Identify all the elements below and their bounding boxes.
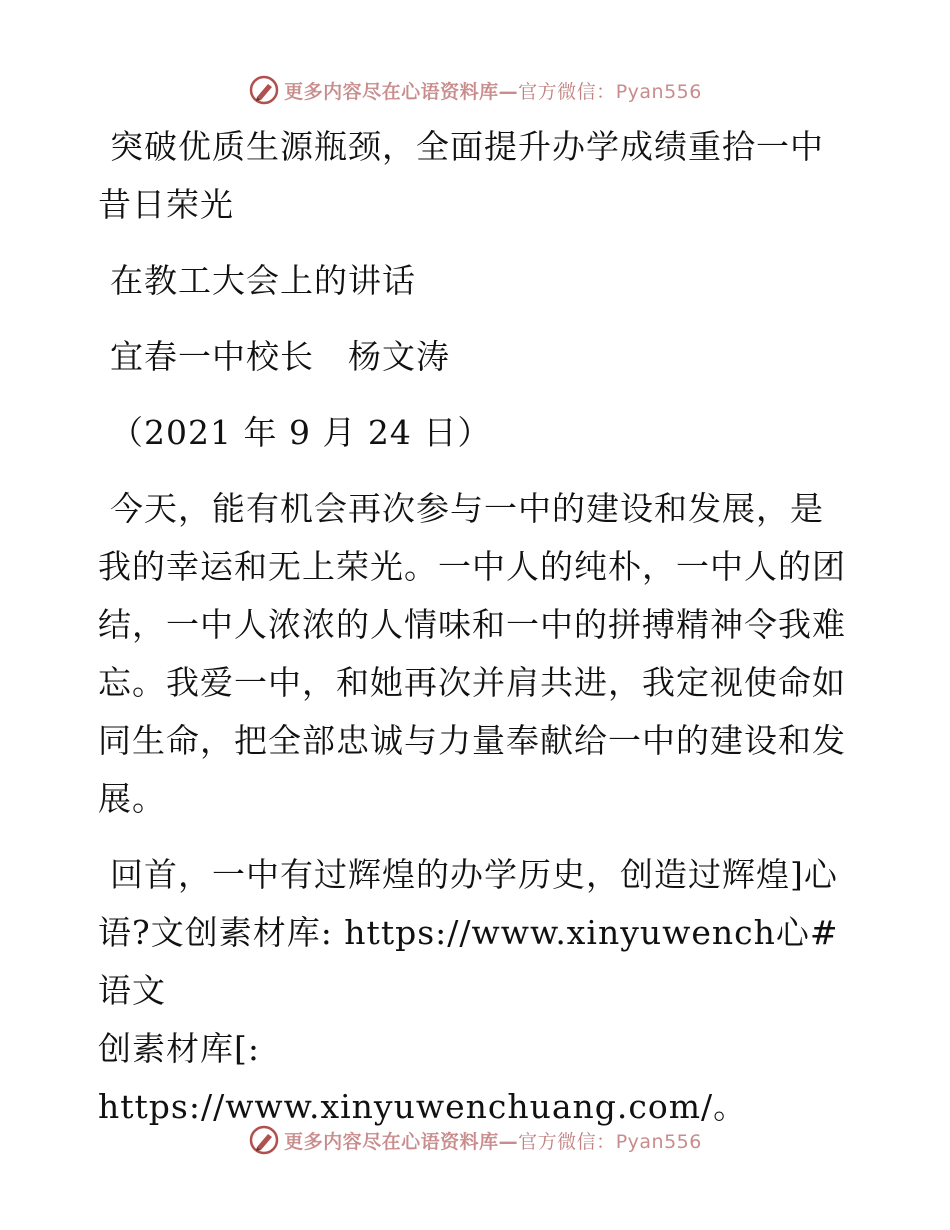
banner-wechat-label: 官方微信： <box>518 80 616 103</box>
banner-text <box>284 77 702 104</box>
p1-line: 忘。我爱一中，和她再次并肩共进，我定视使命如 <box>98 663 846 702</box>
pen-logo-icon <box>248 1124 280 1156</box>
banner-dash: — <box>498 80 519 103</box>
date-line: （2021 年 9 月 24 日） <box>110 413 492 452</box>
header-banner <box>0 72 950 108</box>
title-line-2: 昔日荣光 <box>98 185 234 224</box>
p2-line: 创素材库[: https://www.xinyuwenchuang.com/。 <box>98 1029 748 1126</box>
p1-line: 同生命，把全部忠诚与力量奉献给一中的建设和发 <box>98 721 846 760</box>
banner-wechat-id: Pyan556 <box>615 1130 702 1153</box>
banner-site-text: 更多内容尽在心语资料库 <box>284 80 499 103</box>
banner-text <box>284 1127 702 1154</box>
pen-logo-icon <box>248 74 280 106</box>
p1-line: 展。 <box>98 779 166 818</box>
p1-line: 我的幸运和无上荣光。一中人的纯朴，一中人的团 <box>98 547 846 586</box>
banner-wechat-id: Pyan556 <box>615 80 702 103</box>
p1-line: 今天，能有机会再次参与一中的建设和发展，是 <box>110 489 824 528</box>
p1-line: 结，一中人浓浓的人情味和一中的拼搏精神令我难 <box>98 605 846 644</box>
p2-line: 语?文创素材库: https://www.xinyuwench心#语文 <box>98 913 839 1010</box>
author-line: 宜春一中校长 杨文涛 <box>110 337 450 376</box>
footer-banner <box>0 1122 950 1158</box>
title-line-1: 突破优质生源瓶颈，全面提升办学成绩重拾一中 <box>110 127 824 166</box>
document-body <box>98 118 858 1136</box>
banner-wechat-label: 官方微信： <box>518 1130 616 1153</box>
banner-dash: — <box>498 1130 519 1153</box>
subtitle: 在教工大会上的讲话 <box>110 261 416 300</box>
p2-line: 回首，一中有过辉煌的办学历史，创造过辉煌]心 <box>110 855 838 894</box>
banner-site-text: 更多内容尽在心语资料库 <box>284 1130 499 1153</box>
